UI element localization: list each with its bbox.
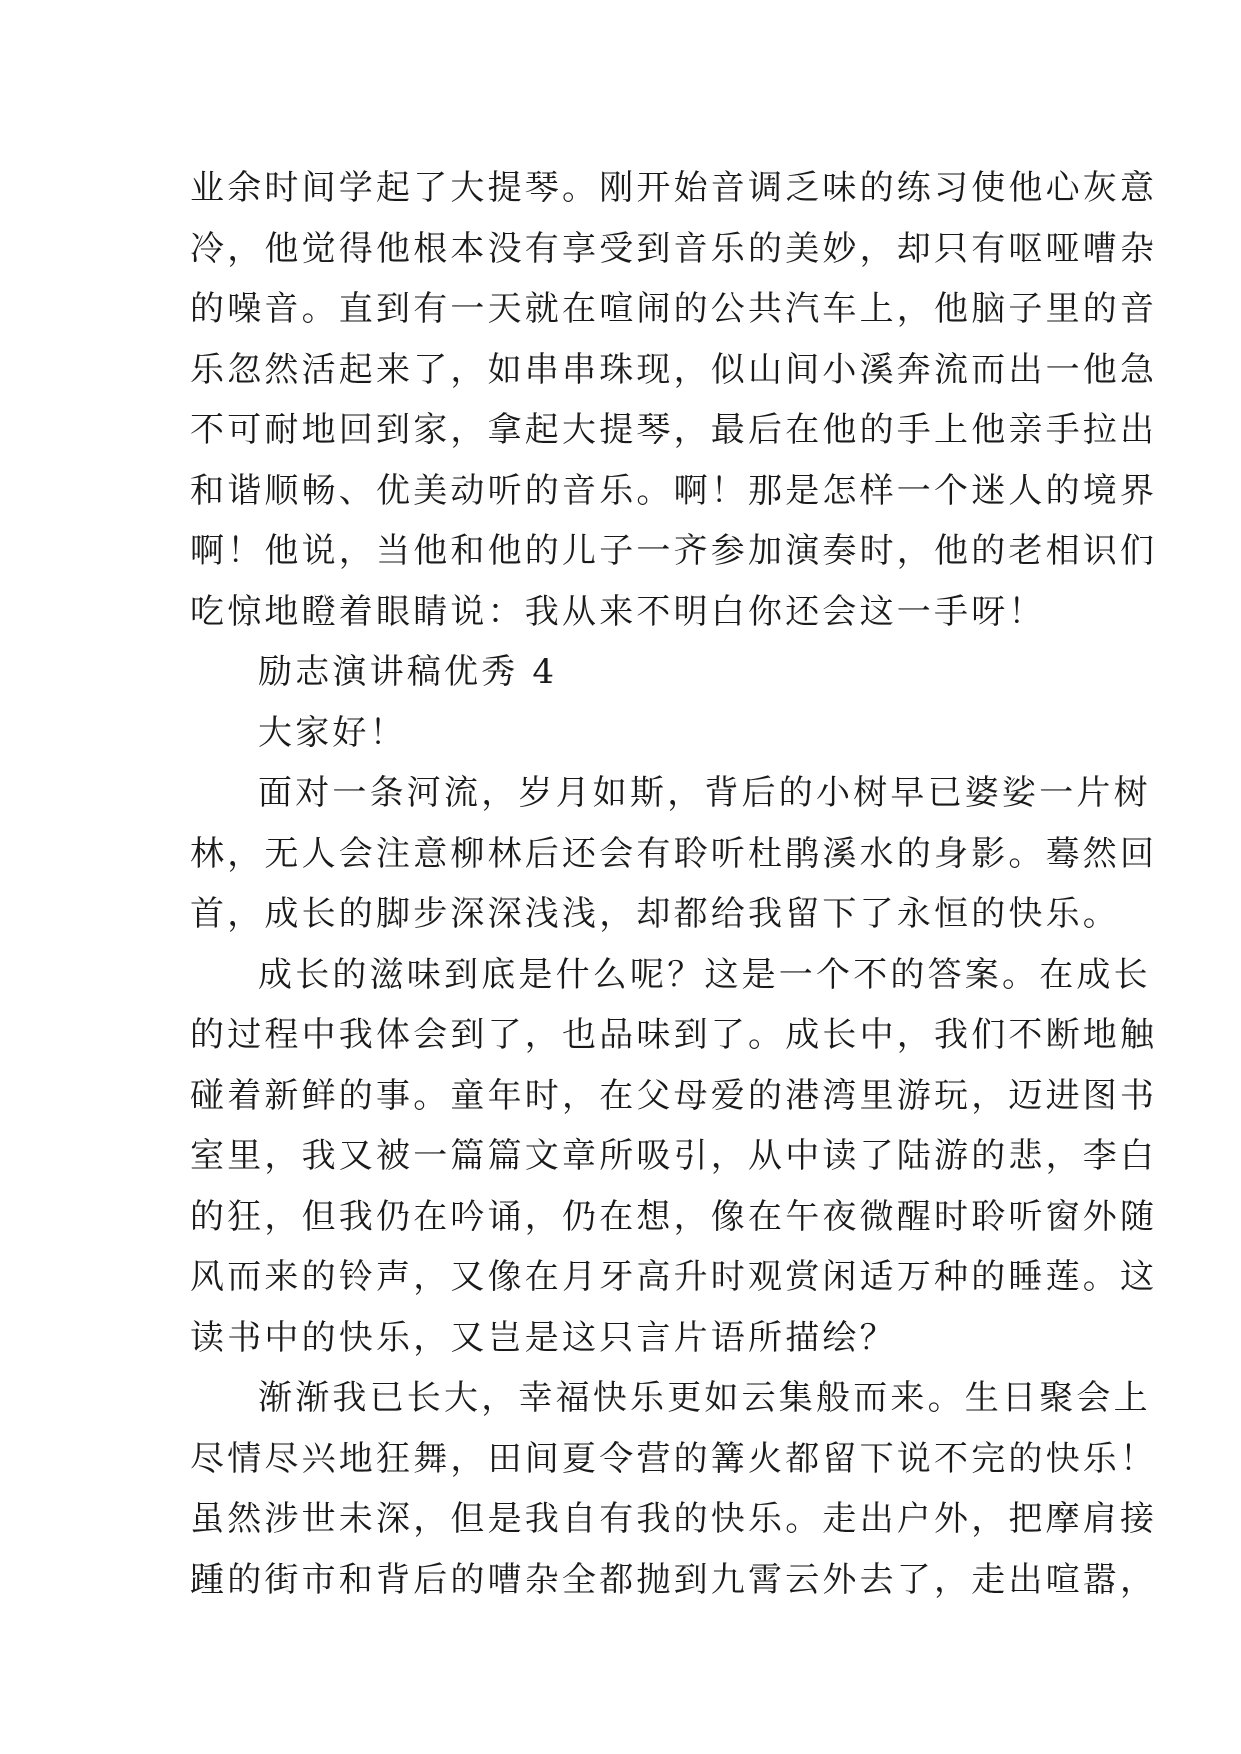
text-line: 吃惊地瞪着眼睛说：我从来不明白你还会这一手呀！ (190, 591, 1046, 632)
text-line: 业余时间学起了大提琴。刚开始音调乏味的练习使他心灰意 (190, 168, 1158, 208)
text-line: 啊！他说，当他和他的儿子一齐参加演奏时，他的老相识们 (190, 531, 1158, 571)
text-line: 尽情尽兴地狂舞，田间夏令营的篝火都留下说不完的快乐！ (190, 1438, 1158, 1479)
greeting: 大家好！ (258, 712, 407, 753)
text-line: 冷，他觉得他根本没有享受到音乐的美妙，却只有呕哑嘈杂 (190, 228, 1158, 269)
text-line: 读书中的快乐，又岂是这只言片语所描绘？ (190, 1317, 897, 1358)
text-line: 首，成长的脚步深深浅浅，却都给我留下了永恒的快乐。 (190, 894, 1120, 934)
text-line: 的狂，但我仍在吟诵，仍在想，像在午夜微醒时聆听窗外随 (190, 1196, 1158, 1237)
text-line: 乐忽然活起来了，如串串珠现，似山间小溪奔流而出一他急 (190, 349, 1158, 390)
text-line: 碰着新鲜的事。童年时，在父母爱的港湾里游玩，迈进图书 (190, 1075, 1158, 1116)
text-line: 渐渐我已长大，幸福快乐更如云集般而来。生日聚会上 (258, 1378, 1151, 1418)
text-line: 的噪音。直到有一天就在喧闹的公共汽车上，他脑子里的音 (190, 289, 1158, 329)
text-line: 和谐顺畅、优美动听的音乐。啊！那是怎样一个迷人的境界 (190, 470, 1158, 511)
section-heading: 励志演讲稿优秀 4 (258, 652, 558, 692)
text-line: 虽然涉世未深，但是我自有我的快乐。走出户外，把摩肩接 (190, 1499, 1158, 1539)
text-line: 室里，我又被一篇篇文章所吸引，从中读了陆游的悲，李白 (190, 1136, 1158, 1176)
text-line: 踵的街市和背后的嘈杂全都抛到九霄云外去了，走出喧嚣， (190, 1559, 1158, 1600)
text-line: 风而来的铃声，又像在月牙高升时观赏闲适万种的睡莲。这 (190, 1257, 1158, 1297)
text-line: 林，无人会注意柳林后还会有聆听杜鹃溪水的身影。蓦然回 (190, 833, 1158, 874)
text-line: 成长的滋味到底是什么呢？这是一个不的答案。在成长 (258, 954, 1151, 995)
text-line: 不可耐地回到家，拿起大提琴，最后在他的手上他亲手拉出 (190, 410, 1158, 450)
text-line: 面对一条河流，岁月如斯，背后的小树早已婆娑一片树 (258, 773, 1151, 813)
body-text (190, 158, 1158, 1610)
text-line: 的过程中我体会到了，也品味到了。成长中，我们不断地触 (190, 1015, 1158, 1055)
